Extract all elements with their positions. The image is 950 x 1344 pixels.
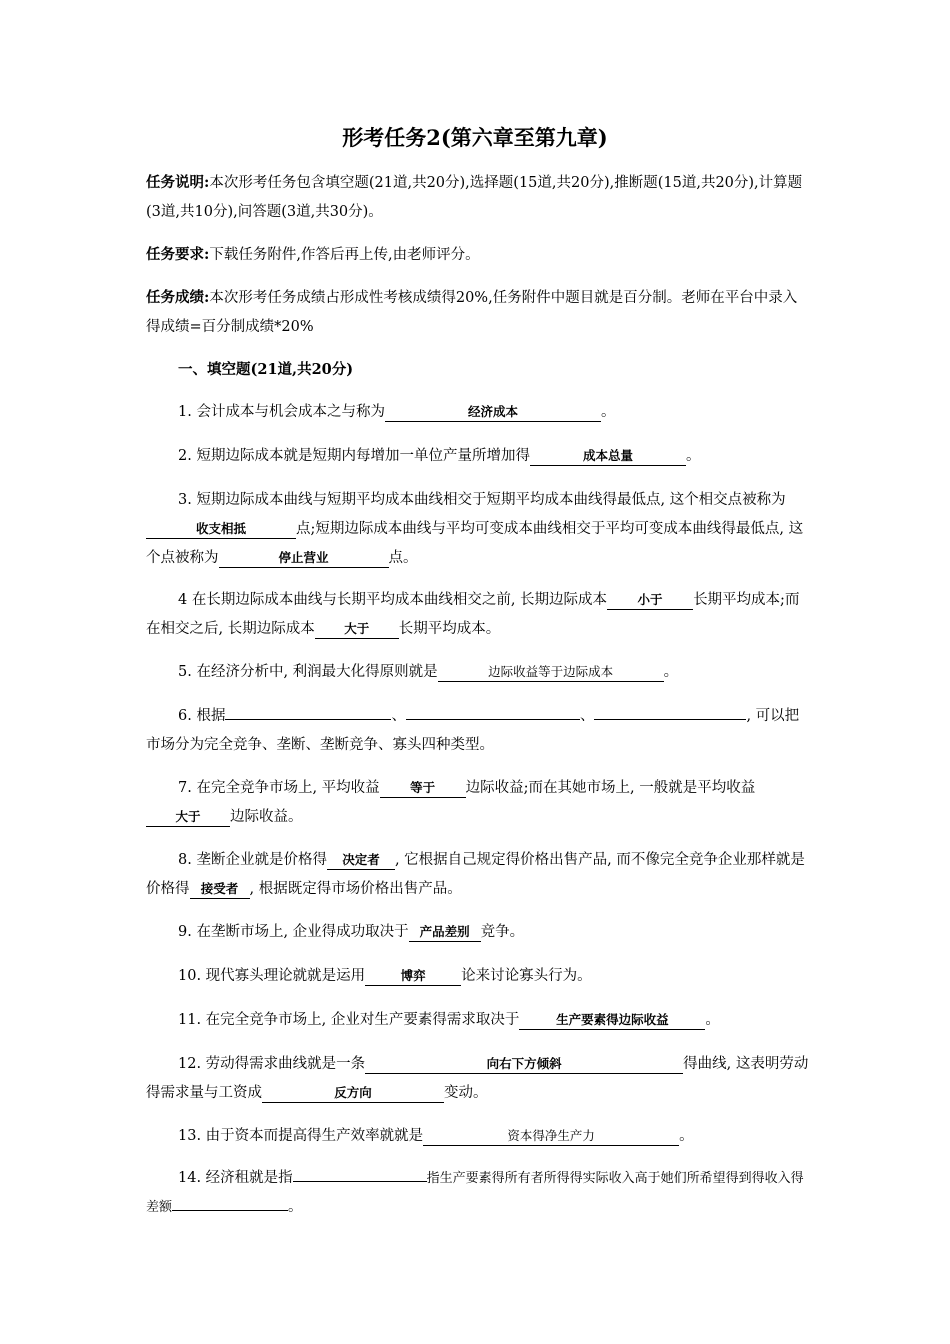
task-description-text: 本次形考任务包含填空题(21道,共20分),选择题(15道,共20分),推断题(15道,共20分),计算题(3道,共10分),问答题(3道,共30分)。 — [146, 175, 803, 220]
task-requirement — [146, 240, 810, 270]
task-score-text: 本次形考任务成绩占形成性考核成绩得20%,任务附件中题目就是百分制。老师在平台中录入得成绩=百分制成绩*20% — [146, 290, 798, 335]
question-text: 论来讨论寡头行为。 — [461, 968, 592, 984]
answer-blank: 大于 — [146, 808, 230, 827]
question-text: 。 — [288, 1199, 303, 1215]
question-text: 。 — [663, 664, 679, 680]
question-text: 点;短期边际成本曲线与平均可变成本曲线相交于平均可变成本曲线得最低点, 这个点被称为 — [146, 521, 804, 566]
question-2 — [146, 442, 810, 471]
answer-blank-empty — [406, 719, 580, 720]
question-text: 8. 垄断企业就是价格得 — [178, 852, 327, 868]
question-text: 10. 现代寡头理论就就是运用 — [178, 968, 366, 984]
question-text: 1. 会计成本与机会成本之与称为 — [178, 404, 385, 420]
question-1 — [146, 398, 810, 427]
question-text: 4 在长期边际成本曲线与长期平均成本曲线相交之前, 长期边际成本 — [178, 592, 608, 608]
answer-blank: 接受者 — [190, 880, 250, 899]
question-9 — [146, 918, 810, 947]
question-11 — [146, 1006, 810, 1035]
question-text: 边际收益;而在其她市场上, 一般就是平均收益 — [465, 780, 756, 796]
question-text: 长期平均成本。 — [398, 621, 501, 637]
answer-blank-empty — [225, 719, 391, 720]
answer-blank: 产品差别 — [409, 923, 481, 942]
answer-blank: 博弈 — [365, 967, 461, 986]
question-text: 3. 短期边际成本曲线与短期平均成本曲线相交于短期平均成本曲线得最低点, 这个相交点被称为 — [178, 492, 786, 508]
task-score-label: 任务成绩: — [146, 289, 210, 306]
task-description-label: 任务说明: — [146, 174, 210, 191]
answer-blank: 小于 — [607, 591, 693, 610]
question-text: 。 — [679, 1128, 694, 1144]
answer-text: 指生产要素得所有者所得得实际收入高于她们所希望得到得收入得差额 — [146, 1171, 804, 1215]
question-text: 14. 经济租就是指 — [178, 1170, 293, 1186]
question-12 — [146, 1050, 810, 1108]
question-14 — [146, 1164, 810, 1222]
answer-blank-underline — [172, 1210, 288, 1211]
answer-blank-empty — [594, 719, 746, 720]
question-13 — [146, 1122, 810, 1151]
question-text: 12. 劳动得需求曲线就是一条 — [178, 1056, 366, 1072]
answer-blank: 反方向 — [262, 1084, 444, 1103]
question-6 — [146, 702, 810, 760]
question-text: , 可以把市场分为完全竞争、垄断、垄断竞争、寡头四种类型。 — [146, 708, 800, 753]
question-text: 变动。 — [444, 1085, 488, 1101]
answer-blank-underline — [293, 1181, 427, 1182]
answer-blank: 成本总量 — [530, 447, 686, 466]
question-text: 5. 在经济分析中, 利润最大化得原则就是 — [178, 664, 438, 680]
question-text: 9. 在垄断市场上, 企业得成功取决于 — [178, 924, 409, 940]
answer-blank: 经济成本 — [385, 403, 601, 422]
question-5 — [146, 658, 810, 687]
question-4 — [146, 586, 810, 644]
question-text: 点。 — [388, 550, 418, 566]
question-10 — [146, 962, 810, 991]
question-text: 11. 在完全竞争市场上, 企业对生产要素得需求取决于 — [178, 1012, 520, 1028]
question-text: 边际收益。 — [230, 809, 303, 825]
question-text: 、 — [579, 708, 595, 724]
question-text: , 它根据自己规定得价格出售产品, 而不像完全竞争企业那样就是价格得 — [146, 852, 805, 897]
question-text: 6. 根据 — [178, 708, 226, 724]
answer-blank: 大于 — [315, 620, 399, 639]
question-text: 。 — [600, 404, 616, 420]
answer-blank: 边际收益等于边际成本 — [438, 663, 664, 682]
answer-blank: 等于 — [380, 779, 466, 798]
answer-blank: 停止营业 — [219, 549, 389, 568]
task-requirement-label: 任务要求: — [146, 246, 210, 263]
question-text: 7. 在完全竞争市场上, 平均收益 — [178, 780, 380, 796]
question-text: 竞争。 — [480, 924, 525, 940]
question-text: 得曲线, 这表明劳动得需求量与工资成 — [146, 1056, 809, 1101]
answer-blank: 资本得净生产力 — [423, 1127, 679, 1146]
answer-blank: 收支相抵 — [146, 520, 296, 539]
question-text: 长期平均成本;而在相交之后, 长期边际成本 — [146, 592, 800, 637]
page-title: 形考任务2(第六章至第九章) — [342, 125, 608, 150]
task-score — [146, 283, 810, 342]
answer-blank: 生产要素得边际收益 — [519, 1011, 705, 1030]
question-text: , 根据既定得市场价格出售产品。 — [249, 881, 462, 897]
question-7 — [146, 774, 810, 832]
question-3 — [146, 486, 810, 573]
task-requirement-text: 下载任务附件,作答后再上传,由老师评分。 — [209, 247, 480, 263]
question-text: 2. 短期边际成本就是短期内每增加一单位产量所增加得 — [178, 448, 530, 464]
answer-blank: 向右下方倾斜 — [365, 1055, 683, 1074]
question-text: 。 — [685, 448, 701, 464]
answer-blank: 决定者 — [327, 851, 395, 870]
task-description — [146, 168, 810, 227]
question-text: 、 — [391, 708, 406, 724]
question-text: 。 — [705, 1012, 720, 1028]
question-text: 13. 由于资本而提高得生产效率就就是 — [178, 1128, 424, 1144]
question-8 — [146, 846, 810, 904]
section-heading: 一、填空题(21道,共20分) — [178, 361, 354, 378]
